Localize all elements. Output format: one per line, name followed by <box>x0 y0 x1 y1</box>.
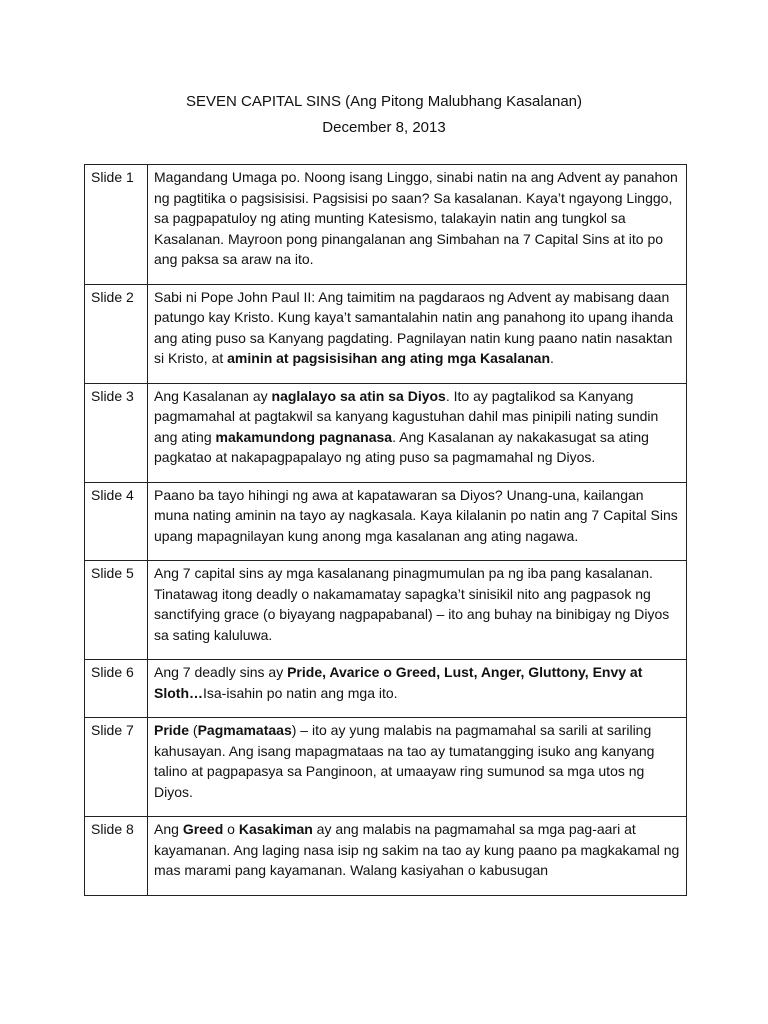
slide-label: Slide 1 <box>85 165 148 285</box>
slide-text <box>148 817 687 896</box>
slides-table <box>84 164 687 896</box>
bold-text: Greed <box>182 821 224 837</box>
document-title: SEVEN CAPITAL SINS (Ang Pitong Malubhang Kasalanan) <box>185 93 583 110</box>
slide-label: Slide 4 <box>85 482 148 561</box>
bold-text: Kasakiman <box>238 821 313 837</box>
bold-text: naglalayo sa atin sa Diyos <box>271 387 446 404</box>
text-segment: Ang 7 deadly sins ay <box>154 664 288 680</box>
text-segment: . <box>550 350 554 366</box>
slide-label: Slide 7 <box>85 718 148 817</box>
slide-text <box>148 284 687 383</box>
text-segment: Ang Kasalanan ay <box>154 387 272 404</box>
table-row <box>85 817 687 896</box>
bold-text: Pride <box>154 722 190 738</box>
table-row <box>85 284 687 383</box>
bold-text: Pagmamataas <box>197 722 292 738</box>
table-row <box>85 718 687 817</box>
slide-text <box>148 482 687 561</box>
table-row <box>85 165 687 285</box>
slide-text <box>148 383 687 482</box>
slide-label: Slide 5 <box>85 561 148 660</box>
slide-text <box>148 660 687 718</box>
text-segment: ( <box>189 722 198 738</box>
text-segment: Ang <box>154 821 183 837</box>
document-date: December 8, 2013 <box>322 119 446 136</box>
slide-label: Slide 8 <box>85 817 148 896</box>
text-segment: Sabi ni Pope John Paul II: Ang taimitim na pagdaraos ng Advent ay mabisang daan patungo kay Kristo. Kung kaya’t samantalahin natin ang panahong ito upang ihanda ang ating puso sa Kanyang pagdating. Pagnilayan natin kung paano natin nasaktan si Kristo, at <box>154 288 674 366</box>
slide-text <box>148 165 687 285</box>
bold-text: makamundong pagnanasa <box>215 428 393 445</box>
table-row <box>85 660 687 718</box>
text-segment: Ang 7 capital sins ay mga kasalanang pinagmumulan pa ng iba pang kasalanan. Tinatawag itong deadly o nakamamatay sapagka’t sinisikil nito ang pagpasok ng sanctifying grace (o biyayang nagpapabanal) – ito ang buhay na binibigay ng Diyos sa sating kaluluwa. <box>154 565 670 643</box>
slide-label: Slide 2 <box>85 284 148 383</box>
slide-text <box>148 718 687 817</box>
text-segment: ay ang malabis na pagmamahal sa mga pag-aari at kayamanan. Ang laging nasa isip ng sakim na tao ay kung paano pa magkakamal ng mas marami pang kayamanan. Walang kasiyahan o kabusugan <box>154 821 680 878</box>
text-segment: ) – ito ay yung malabis na pagmamahal sa sarili at sariling kahusayan. Ang isang mapagmataas na tao ay tumatangging isuko ang kanyang talino at pagpapasya sa Panginoon, at umaayaw ring sumunod sa mga utos ng Diyos. <box>154 722 655 800</box>
text-segment: Magandang Umaga po. Noong isang Linggo, sinabi natin na ang Advent ay panahon ng pagtitika o pagsisisisi. Pagsisisi po saan? Sa kasalanan. Kaya’t ngayong Linggo, sa pagpapatuloy ng ating munting Katesismo, talakayin natin ang tungkol sa Kasalanan. Mayroon pong pinangalanan ang Simbahan na 7 Capital Sins at ito po ang paksa sa araw na ito. <box>154 169 678 267</box>
slide-label: Slide 3 <box>85 383 148 482</box>
bold-text: Pride, Avarice o Greed, Lust, Anger, Gluttony, Envy at Sloth… <box>154 664 643 701</box>
slides-table-body <box>85 165 687 896</box>
text-segment: . Ito ay pagtalikod sa Kanyang pagmamahal at pagtakwil sa kanyang kagustuhan dahil mas pinipili nating sundin ang ating <box>154 387 659 445</box>
table-row <box>85 383 687 482</box>
text-segment: . Ang Kasalanan ay nakakasugat sa ating pagkatao at nakapagpapalayo ng ating puso sa pagmamahal ng Diyos. <box>154 428 649 465</box>
bold-text: aminin at pagsisisihan ang ating mga Kasalanan <box>227 350 551 366</box>
table-row <box>85 482 687 561</box>
text-segment: Isa-isahin po natin ang mga ito. <box>203 684 398 701</box>
slide-label: Slide 6 <box>85 660 148 718</box>
text-segment: Paano ba tayo hihingi ng awa at kapatawaran sa Diyos? Unang-una, kailangan muna nating aminin na tayo ay nagkasala. Kaya kilalanin po natin ang 7 Capital Sins upang mapagnilayan kung anong mga kasalanan ang ating nagawa. <box>154 486 678 544</box>
table-row <box>85 561 687 660</box>
slide-text <box>148 561 687 660</box>
text-segment: o <box>223 821 239 837</box>
